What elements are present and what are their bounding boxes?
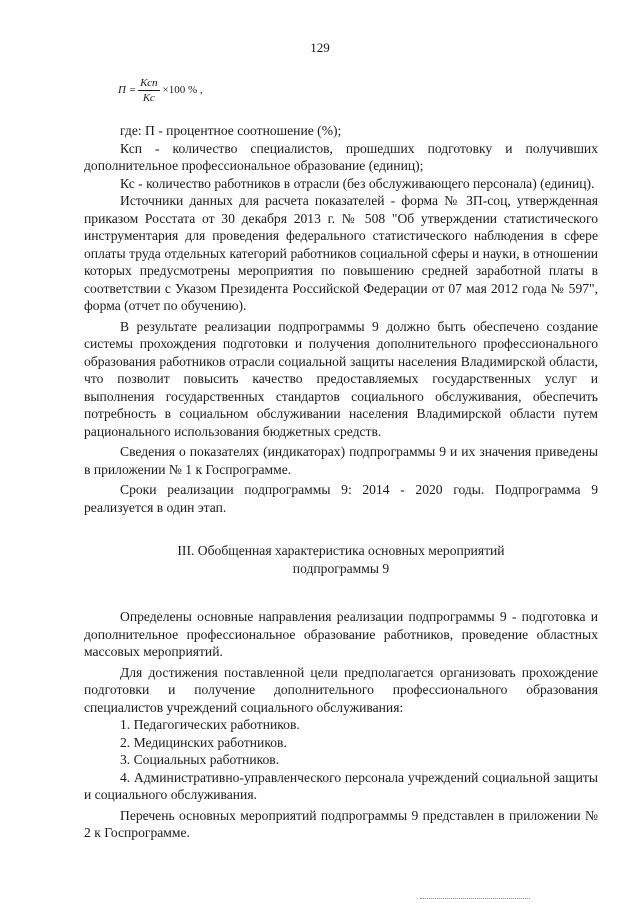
scan-artifact [420, 896, 530, 899]
timeline-paragraph: Сроки реализации подпрограммы 9: 2014 - 2020 годы. Подпрограмма 9 реализуется в один этап. [84, 482, 598, 515]
data-sources-paragraph: Источники данных для расчета показателей - форма № ЗП-соц, утвержденная приказом Росстата от 30 декабря 2013 г. № 508 "Об утверждении статистического инструментария для проведения федерального статистического наблюдения в сфере оплаты труда отдельных категорий работников социальной сферы и науки, в отношении которых предусмотрены мероприятия по повышению средней заработной платы в соответствии с Указом Президента Российской Федерации от 07 мая 2012 года № 597", форма (отчет по обучению). [84, 193, 598, 313]
percentage-formula [118, 72, 203, 108]
definition-ks: Кс - количество работников в отрасли (без обслуживающего персонала) (единиц). [120, 175, 595, 191]
section-heading-line1: III. Обобщенная характеристика основных мероприятий [177, 543, 505, 558]
formula-tail: ×100 % , [162, 84, 203, 96]
results-paragraph: В результате реализации подпрограммы 9 должно быть обеспечено создание системы прохождения подготовки и получения дополнительного профессионального образования работников отрасли социальной защиты населения Владимирской области, что позволит повысить качество предоставляемых государственных услуг и выполнения государственных стандартов социального обслуживания, обеспечить потребность в социальном обслуживании населения Владимирской области путем рационального использования бюджетных средств. [84, 318, 598, 439]
formula-numerator: Ксп [140, 76, 158, 89]
list-item: 3. Социальных работников. [120, 752, 280, 767]
definition-p: где: П - процентное соотношение (%); [120, 123, 342, 138]
goal-paragraph: Для достижения поставленной цели предполагается организовать прохождение подготовки и получение дополнительного профессионального образования специалистов учреждений социального обслуживания: [84, 664, 598, 715]
page-number: 129 [310, 40, 330, 55]
formula-fraction [138, 76, 159, 105]
document-body [84, 122, 598, 842]
list-item: 2. Медицинских работников. [120, 734, 287, 750]
directions-paragraph: Определены основные направления реализации подпрограммы 9 - подготовка и дополнительное профессиональное образование работников, проведение областных массовых мероприятий. [84, 609, 598, 659]
section-heading [84, 542, 598, 578]
list-item: 4. Административно-управленческого персонала учреждений социальной защиты и социального обслуживания. [84, 769, 598, 802]
definition-ksp: Ксп - количество специалистов, прошедших подготовку и получивших дополнительное профессиональное образование (единиц); [84, 140, 598, 173]
section-heading-line2: подпрограммы 9 [292, 561, 390, 576]
formula-lhs: П = [118, 84, 137, 96]
activities-list-paragraph: Перечень основных мероприятий подпрограммы 9 представлен в приложении № 2 к Госпрограмме. [84, 807, 598, 840]
list-item: 1. Педагогических работников. [120, 717, 300, 732]
indicators-paragraph: Сведения о показателях (индикаторах) подпрограммы 9 и их значения приведены в приложении № 1 к Госпрограмме. [84, 444, 598, 477]
formula-denominator: Кс [142, 91, 155, 104]
